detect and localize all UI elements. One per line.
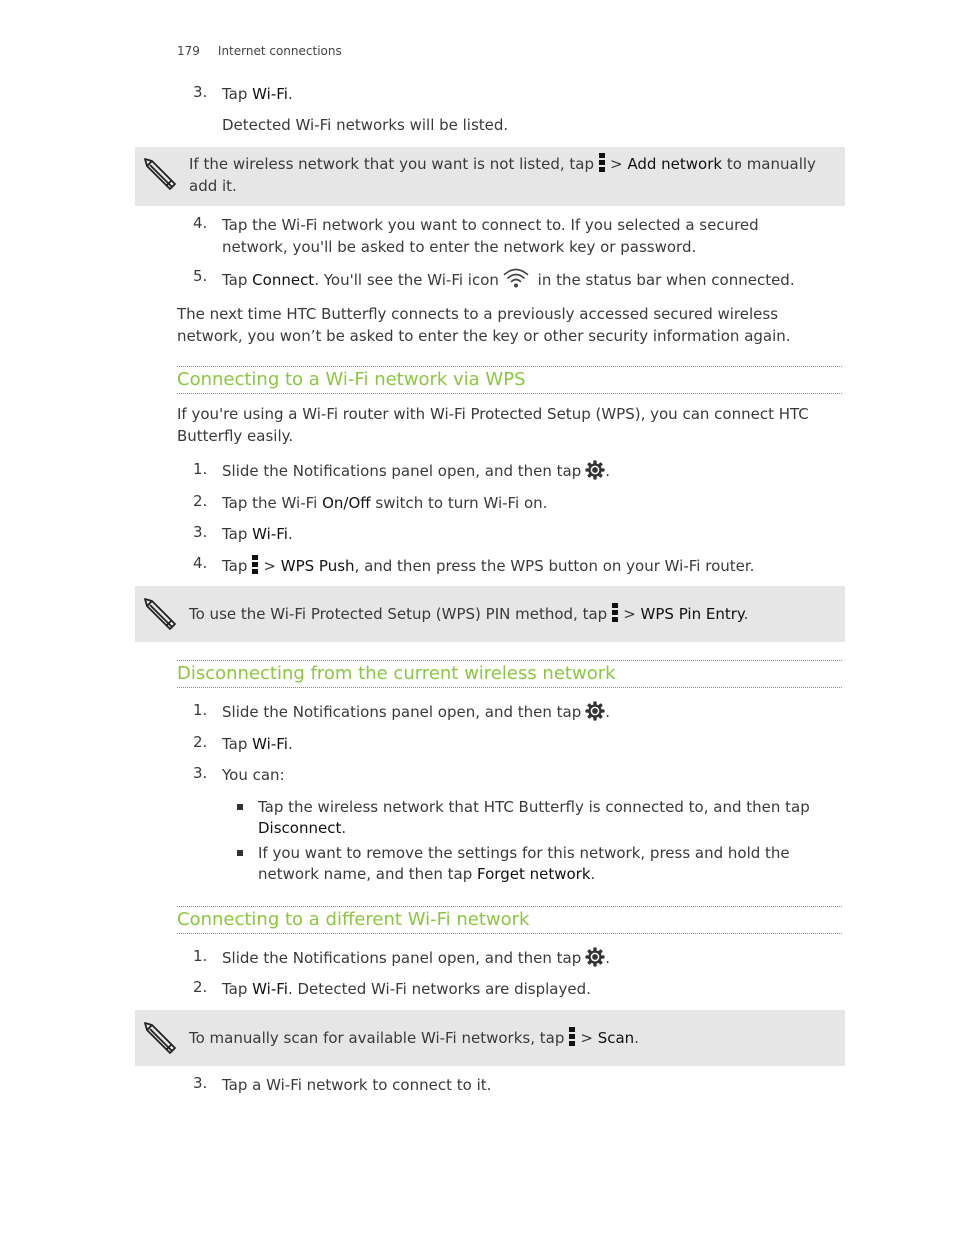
note-text: To manually scan for available Wi-Fi networks, tap > Scan.	[189, 1026, 639, 1049]
step-text: You can:	[222, 766, 285, 784]
section-heading: Connecting to a Wi-Fi network via WPS	[177, 366, 842, 394]
step-number: 3.	[193, 83, 208, 101]
pencil-icon	[142, 156, 178, 192]
paragraph: If you're using a Wi-Fi router with Wi-Fi Protected Setup (WPS), you can connect HTC Butterfly easily.	[177, 405, 809, 445]
section-title: Internet connections	[217, 44, 342, 58]
gear-icon	[585, 460, 605, 480]
ui-term: Wi-Fi	[252, 85, 288, 103]
gear-icon	[585, 947, 605, 967]
ui-term: Wi-Fi	[252, 525, 288, 543]
section-heading: Disconnecting from the current wireless network	[177, 660, 842, 688]
step-number: 4.	[193, 214, 208, 232]
bullet-marker	[237, 804, 243, 810]
step-text: Tap Wi-Fi.	[222, 735, 293, 753]
ui-term: On/Off	[322, 494, 371, 512]
ui-term: Add network	[627, 155, 723, 173]
step-text: Tap a Wi-Fi network to connect to it.	[222, 1076, 492, 1094]
pencil-icon	[142, 1020, 178, 1056]
step-text: Tap Wi-Fi. Detected Wi-Fi networks are displayed.	[222, 980, 591, 998]
step-text: Slide the Notifications panel open, and then tap .	[222, 703, 611, 721]
note-box	[135, 1010, 845, 1066]
step-number: 1.	[193, 701, 208, 719]
step-number: 5.	[193, 267, 208, 285]
note-text: If the wireless network that you want is not listed, tap > Add network to manually add it.	[189, 152, 816, 197]
note-box	[135, 586, 845, 642]
step-text: Tap Wi-Fi.	[222, 525, 293, 543]
ui-term: Wi-Fi	[252, 980, 288, 998]
bullet-text: Tap the wireless network that HTC Butterfly is connected to, and then tap Disconnect.	[258, 798, 810, 837]
step-text: Tap Connect. You'll see the Wi-Fi icon in the status bar when connected.	[222, 267, 795, 291]
bullet-marker	[237, 850, 243, 856]
step-text: Tap > WPS Push, and then press the WPS button on your Wi-Fi router.	[222, 554, 754, 577]
step-text: Tap the Wi-Fi network you want to connect to. If you selected a secured network, you'll be asked to enter the network key or password.	[222, 216, 759, 256]
ui-term: Disconnect	[258, 819, 342, 837]
step-text: Slide the Notifications panel open, and then tap .	[222, 949, 611, 967]
step-number: 2.	[193, 733, 208, 751]
menu-dots-icon	[251, 554, 259, 574]
page-number: 179	[177, 44, 200, 58]
wifi-icon	[503, 267, 529, 289]
page-header	[177, 44, 342, 58]
note-text: To use the Wi-Fi Protected Setup (WPS) PIN method, tap > WPS Pin Entry.	[189, 602, 748, 625]
ui-term: Scan	[597, 1029, 635, 1047]
section-heading: Connecting to a different Wi-Fi network	[177, 906, 842, 934]
ui-term: Connect	[252, 271, 315, 289]
ui-term: Forget network	[477, 865, 591, 883]
ui-term: WPS Push	[280, 557, 355, 575]
step-number: 2.	[193, 978, 208, 996]
step-number: 3.	[193, 1074, 208, 1092]
ui-term: Wi-Fi	[252, 735, 288, 753]
step-number: 3.	[193, 523, 208, 541]
step-number: 4.	[193, 554, 208, 572]
step-detail: Detected Wi-Fi networks will be listed.	[222, 116, 509, 134]
step-text: Tap the Wi-Fi On/Off switch to turn Wi-Fi on.	[222, 494, 548, 512]
menu-dots-icon	[598, 152, 606, 172]
note-box	[135, 147, 845, 206]
step-number: 3.	[193, 764, 208, 782]
ui-term: WPS Pin Entry	[640, 605, 744, 623]
bullet-text: If you want to remove the settings for this network, press and hold the network name, and then tap Forget network.	[258, 844, 790, 883]
menu-dots-icon	[611, 602, 619, 622]
step-text: Slide the Notifications panel open, and then tap .	[222, 462, 611, 480]
gear-icon	[585, 701, 605, 721]
step-number: 2.	[193, 492, 208, 510]
step-number: 1.	[193, 947, 208, 965]
step-text: Tap Wi-Fi.	[222, 85, 293, 103]
pencil-icon	[142, 596, 178, 632]
step-number: 1.	[193, 460, 208, 478]
paragraph: The next time HTC Butterfly connects to a previously accessed secured wireless network, you won’t be asked to enter the key or other security information again.	[177, 305, 791, 345]
menu-dots-icon	[568, 1026, 576, 1046]
